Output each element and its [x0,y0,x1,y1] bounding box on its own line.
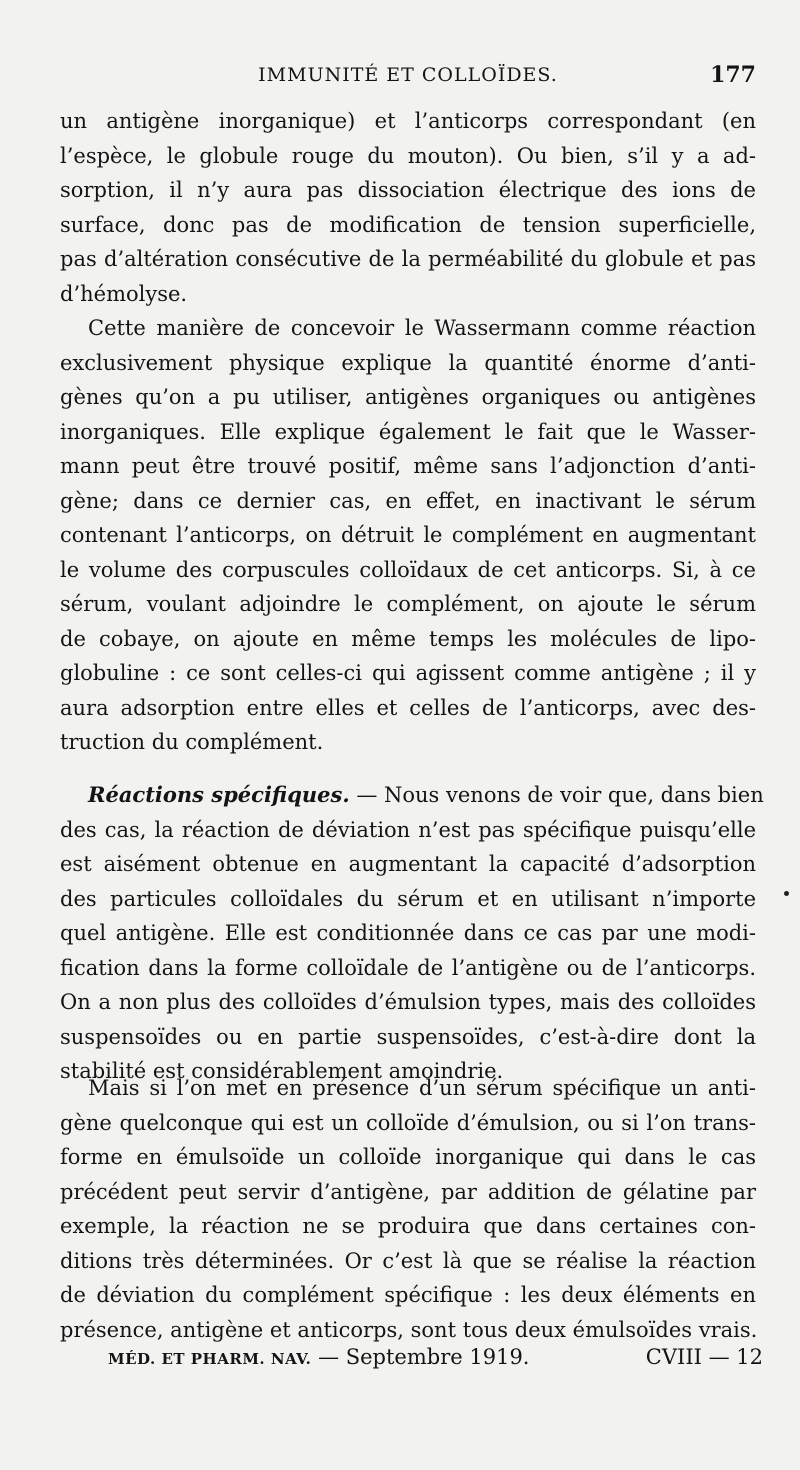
text-line: de cobaye, on ajoute en même temps les molécules de lipo- [60,626,756,651]
text-line: surface, donc pas de modification de tension superficielle, [60,212,756,237]
print-speck [784,891,789,896]
text-line: précédent peut servir d’antigène, par addition de gélatine par [60,1179,756,1204]
paragraph-4 [60,1071,756,1347]
text-line: contenant l’anticorps, on détruit le complément en augmentant [60,523,756,547]
text-line: est aisément obtenue en augmentant la capacité d’adsorption [60,852,756,876]
text-line: des cas, la réaction de déviation n’est pas spécifique puisqu’elle [60,817,756,842]
text-fragment: — Nous venons de voir que, dans bien [356,783,764,807]
page-header [60,62,756,94]
text-line: stabilité est considérablement amoindrie. [60,1059,504,1083]
text-line: des particules colloïdales du sérum et en utilisant n’importe [60,886,756,911]
text-line: l’espèce, le globule rouge du mouton). Ou bien, s’il y a ad- [60,143,756,168]
text-line: globuline : ce sont celles-ci qui agissent comme antigène ; il y [60,661,756,685]
text-line: exclusivement physique explique la quantité énorme d’anti- [60,350,756,375]
text-line: gènes qu’on a pu utiliser, antigènes organiques ou antigènes [60,385,756,409]
text-line: exemple, la réaction ne se produira que dans certaines con- [60,1214,756,1238]
text-line: mann peut être trouvé positif, même sans l’adjonction d’anti- [60,454,756,478]
text-line: truction du complément. [60,730,324,754]
running-title: IMMUNITÉ ET COLLOÏDES. [258,64,558,86]
text-line: sérum, voulant adjoindre le complément, on ajoute le sérum [60,592,756,616]
text-line: aura adsorption entre elles et celles de l’anticorps, avec des- [60,695,756,720]
text-line: pas d’altération consécutive de la perméabilité du globule et pas [60,247,756,271]
text-line: gène; dans ce dernier cas, en effet, en inactivant le sérum [60,488,756,513]
paragraph-2 [60,311,756,760]
text-line: le volume des corpuscules colloïdaux de cet anticorps. Si, à ce [60,557,756,582]
text-line: suspensoïdes ou en partie suspensoïdes, c’est-à-dire dont la [60,1024,756,1049]
paragraph-3 [60,778,764,1089]
issue-date: — Septembre 1919. [318,1345,530,1369]
text-line: Cette manière de concevoir le Wassermann comme réaction [88,316,756,340]
text-line: Mais si l’on met en présence d’un sérum spécifique un anti- [88,1076,756,1100]
text-line: forme en émulsoïde un colloïde inorganique qui dans le cas [60,1145,756,1169]
paragraph-1 [60,104,756,311]
text-line: On a non plus des colloïdes d’émulsion types, mais des colloïdes [60,990,756,1014]
page-number: 177 [710,62,756,88]
journal-abbrev: MÉD. ET PHARM. NAV. [108,1350,312,1368]
signature-mark: CVIII — 12 [645,1345,763,1369]
footer-citation [108,1345,529,1369]
text-line [60,778,764,813]
text-line: gène quelconque qui est un colloïde d’émulsion, ou si l’on trans- [60,1110,756,1135]
text-line: de déviation du complément spécifique : les deux éléments en [60,1283,756,1307]
text-line: quel antigène. Elle est conditionnée dans ce cas par une modi- [60,921,756,945]
text-line: présence, antigène et anticorps, sont tous deux émulsoïdes vrais. [60,1317,758,1342]
text-line: inorganiques. Elle explique également le fait que le Wasser- [60,419,756,444]
text-line: un antigène inorganique) et l’anticorps correspondant (en [60,109,756,133]
text-line: sorption, il n’y aura pas dissociation électrique des ions de [60,178,756,202]
text-line: d’hémolyse. [60,281,188,306]
page-footer [108,1345,763,1385]
section-heading: Réactions spécifiques. [88,782,350,807]
text-line: fication dans la forme colloïdale de l’antigène ou de l’anticorps. [60,955,756,980]
text-line: ditions très déterminées. Or c’est là que se réalise la réaction [60,1248,756,1273]
